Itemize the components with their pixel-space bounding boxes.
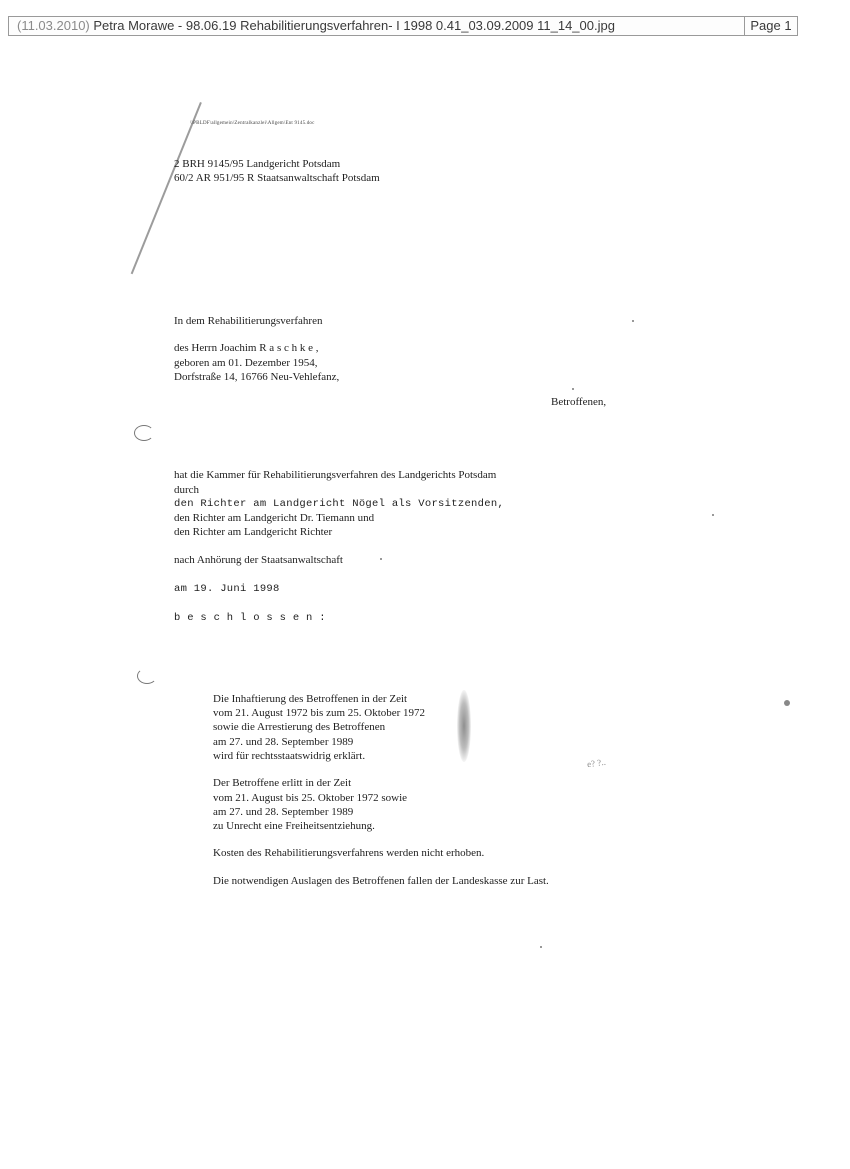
decision-p1-line-5: wird für rechtsstaatswidrig erklärt. xyxy=(213,750,366,762)
page-number: Page 1 xyxy=(744,16,797,36)
chamber-line-2: durch xyxy=(174,484,200,496)
decision-p1-line-2: vom 21. August 1972 bis zum 25. Oktober 1972 xyxy=(213,707,426,719)
decision-p2-line-2: vom 21. August bis 25. Oktober 1972 sowie xyxy=(213,792,408,804)
decision-p4: Die notwendigen Auslagen des Betroffenen fallen der Landeskasse zur Last. xyxy=(213,875,549,887)
date-line: am 19. Juni 1998 xyxy=(174,583,280,595)
reference-court: 2 BRH 9145/95 Landgericht Potsdam xyxy=(174,158,341,170)
punch-hole-top xyxy=(134,425,154,441)
file-name: Petra Morawe - 98.06.19 Rehabilitierungsverfahren- I 1998 0.41_03.09.2009 11_14_00.jpg xyxy=(93,18,615,33)
file-date: (11.03.2010) xyxy=(17,18,90,33)
ink-smudge xyxy=(457,690,471,762)
person-name: des Herrn Joachim R a s c h k e , xyxy=(174,342,319,354)
scan-speck xyxy=(540,946,542,948)
scan-speck xyxy=(632,320,634,322)
decision-p1-line-4: am 27. und 28. September 1989 xyxy=(213,736,354,748)
scan-speck xyxy=(712,514,714,516)
document-path: \\PBLDF\allgemein\Zentralkanzlei\Allgem\Ent 9145.doc xyxy=(190,121,315,126)
margin-note: e? ?.. xyxy=(586,756,607,770)
decision-p2-line-4: zu Unrecht eine Freiheitsentziehung. xyxy=(213,820,375,832)
chamber-line-1: hat die Kammer für Rehabilitierungsverfahren des Landgerichts Potsdam xyxy=(174,469,497,481)
decided-label: b e s c h l o s s e n : xyxy=(174,612,326,624)
scan-speck xyxy=(572,388,574,390)
person-birth: geboren am 01. Dezember 1954, xyxy=(174,357,318,369)
file-title xyxy=(17,18,615,33)
decision-p3: Kosten des Rehabilitierungsverfahrens werden nicht erhoben. xyxy=(213,847,485,859)
intro-line: In dem Rehabilitierungsverfahren xyxy=(174,315,323,327)
scan-dot xyxy=(784,700,790,706)
decision-p2-line-1: Der Betroffene erlitt in der Zeit xyxy=(213,777,352,789)
scan-edge-line xyxy=(131,102,202,274)
chamber-line-5: den Richter am Landgericht Richter xyxy=(174,526,333,538)
file-title-bar xyxy=(8,16,798,36)
punch-hole-bottom xyxy=(137,668,157,684)
role-label: Betroffenen, xyxy=(551,396,607,408)
scan-speck xyxy=(380,558,382,560)
person-address: Dorfstraße 14, 16766 Neu-Vehlefanz, xyxy=(174,371,340,383)
chamber-line-4: den Richter am Landgericht Dr. Tiemann und xyxy=(174,512,375,524)
decision-p2-line-3: am 27. und 28. September 1989 xyxy=(213,806,354,818)
hearing-line: nach Anhörung der Staatsanwaltschaft xyxy=(174,554,343,566)
decision-p1-line-3: sowie die Arrestierung des Betroffenen xyxy=(213,721,386,733)
decision-p1-line-1: Die Inhaftierung des Betroffenen in der Zeit xyxy=(213,693,408,705)
reference-prosecution: 60/2 AR 951/95 R Staatsanwaltschaft Potsdam xyxy=(174,172,380,184)
chamber-line-3: den Richter am Landgericht Nögel als Vorsitzenden, xyxy=(174,498,505,510)
